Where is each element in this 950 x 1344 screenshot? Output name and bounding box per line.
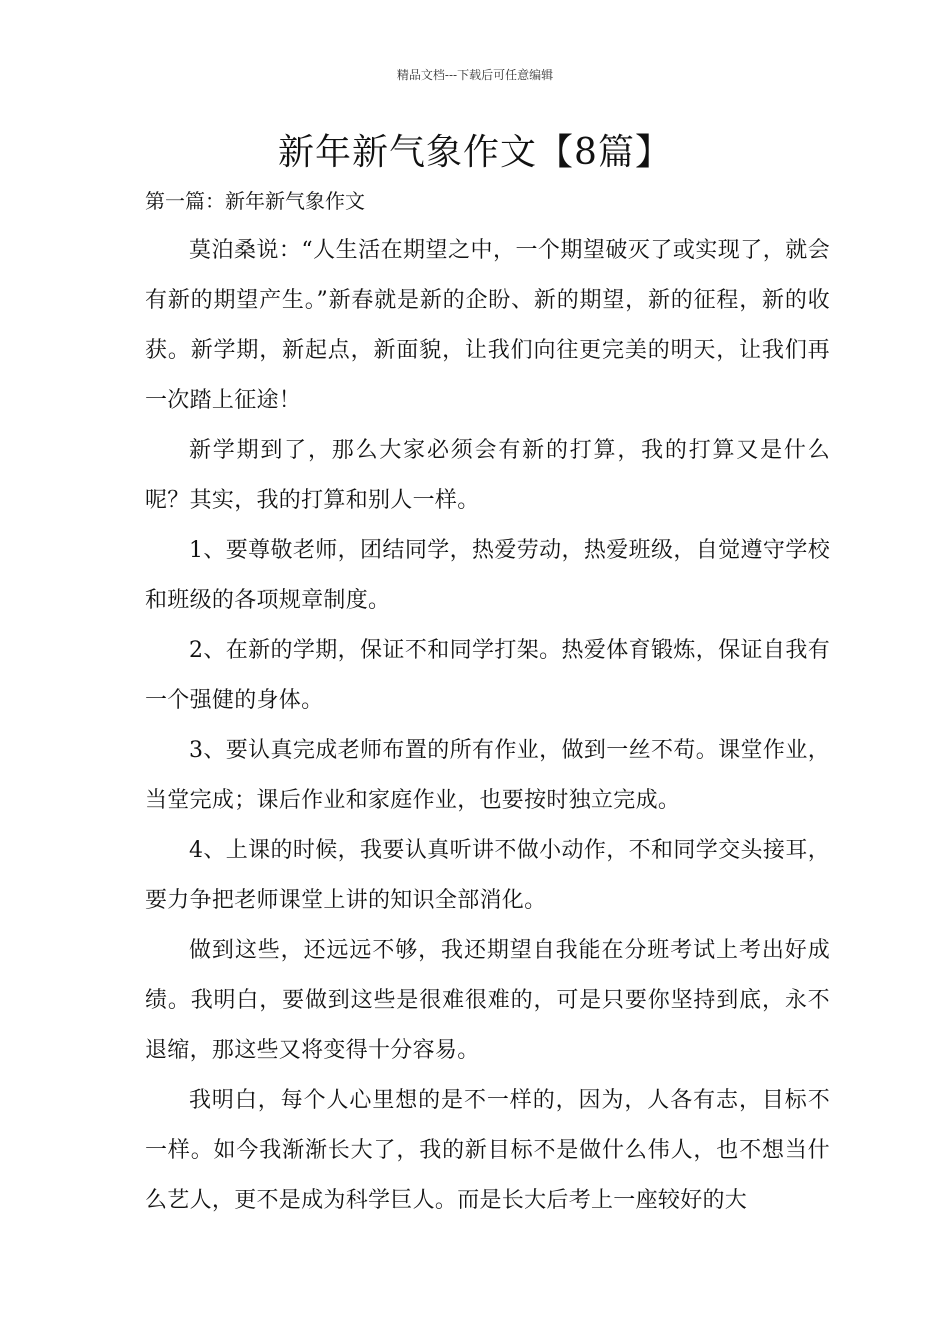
paragraph-1: 莫泊桑说：“人生活在期望之中，一个期望破灭了或实现了，就会有新的期望产生。”新春就是新的企盼、新的期望，新的征程，新的收获。新学期，新起点，新面貌，让我们向往更完美的明天，让我们再一次踏上征途！ (145, 238, 830, 413)
paragraph-2: 新学期到了，那么大家必须会有新的打算，我的打算又是什么呢？其实，我的打算和别人一样。 (145, 438, 830, 513)
section-heading: 第一篇：新年新气象作文 (145, 189, 365, 213)
paragraph-6: 4、上课的时候，我要认真听讲不做小动作，不和同学交头接耳，要力争把老师课堂上讲的知识全部消化。 (145, 838, 830, 913)
paragraph-8: 我明白，每个人心里想的是不一样的，因为，人各有志，目标不一样。如今我渐渐长大了，我的新目标不是做什么伟人，也不想当什么艺人，更不是成为科学巨人。而是长大后考上一座较好的大 (145, 1088, 830, 1213)
document-title: 新年新气象作文【8篇】 (278, 132, 672, 173)
paragraph-7: 做到这些，还远远不够，我还期望自我能在分班考试上考出好成绩。我明白，要做到这些是很难很难的，可是只要你坚持到底，永不退缩，那这些又将变得十分容易。 (145, 938, 830, 1063)
header-note: 精品文档---下载后可任意编辑 (396, 68, 554, 82)
paragraph-3: 1、要尊敬老师，团结同学，热爱劳动，热爱班级，自觉遵守学校和班级的各项规章制度。 (145, 538, 830, 613)
paragraph-4: 2、在新的学期，保证不和同学打架。热爱体育锻炼，保证自我有一个强健的身体。 (145, 638, 830, 713)
document-body (145, 176, 830, 1226)
paragraph-5: 3、要认真完成老师布置的所有作业，做到一丝不苟。课堂作业，当堂完成；课后作业和家庭作业，也要按时独立完成。 (145, 738, 830, 813)
